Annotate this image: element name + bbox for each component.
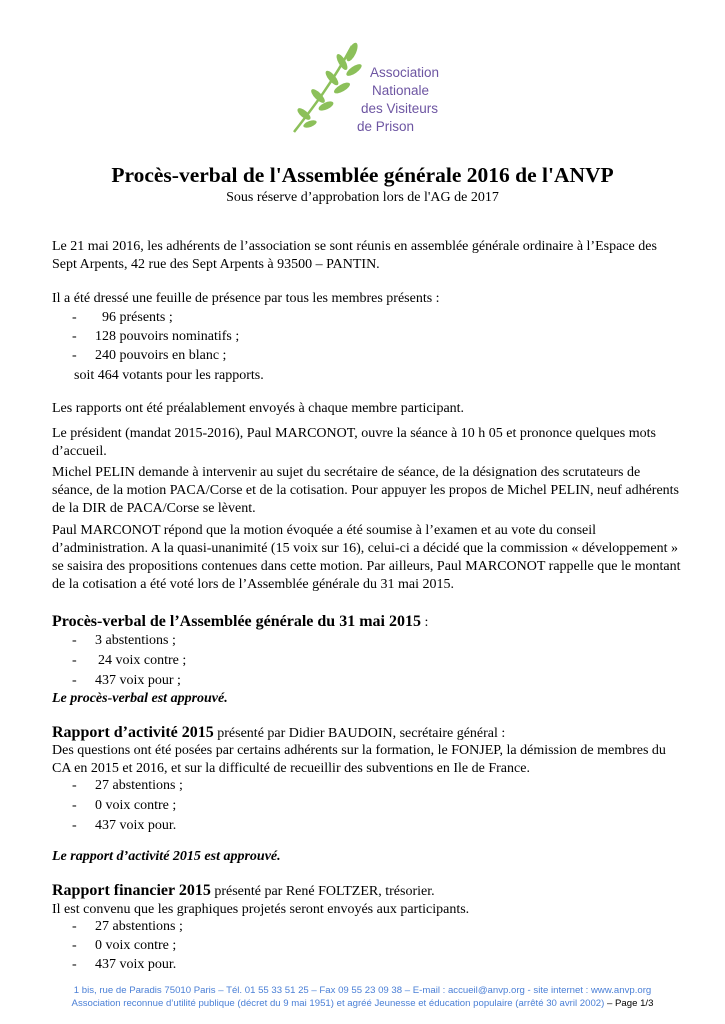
- document-title: Procès-verbal de l'Assemblée générale 2016 de l'ANVP: [111, 163, 614, 187]
- bullet-dash: -: [72, 919, 77, 934]
- vote-item: 0 voix contre ;: [95, 938, 177, 953]
- document-subtitle: Sous réserve d’approbation lors de l'AG de 2017: [226, 190, 499, 205]
- bullet-dash: -: [72, 673, 77, 688]
- presence-item: 128 pouvoirs nominatifs ;: [95, 329, 240, 344]
- financier-text: Il est convenu que les graphiques projetés seront envoyés aux participants.: [52, 902, 470, 917]
- bullet-dash: -: [72, 329, 77, 344]
- footer-legal: [0, 998, 725, 1009]
- pv-approved: Le procès-verbal est approuvé.: [52, 691, 228, 706]
- vote-item: 437 voix pour.: [95, 818, 177, 833]
- bullet-dash: -: [72, 778, 77, 793]
- bullet-dash: -: [72, 798, 77, 813]
- vote-item: 437 voix pour.: [95, 957, 177, 972]
- page-number: 1/3: [640, 998, 654, 1009]
- vote-item: 27 abstentions ;: [95, 778, 183, 793]
- section-pv-tail: :: [420, 615, 429, 630]
- section-activite-title: Rapport d’activité 2015: [52, 724, 214, 741]
- presence-intro: Il a été dressé une feuille de présence par tous les membres présents :: [52, 291, 440, 306]
- section-activite-tail: présenté par Didier BAUDOIN, secrétaire général :: [213, 726, 506, 741]
- pelin-paragraph: Michel PELIN demande à intervenir au sujet du secrétaire de séance, de la désignation des scrutateurs de séance, de la motion PACA/Corse et de la cotisation. Pour appuyer les propos de Michel PELIN, neuf adhérents de la DIR de PACA/Corse se lèvent.: [52, 465, 680, 516]
- section-financier-heading: [52, 882, 435, 900]
- presence-total: soit 464 votants pour les rapports.: [74, 368, 264, 383]
- intro-paragraph: Le 21 mai 2016, les adhérents de l’association se sont réunis en assemblée générale ordinaire à l’Espace des Sept Arpents, 42 rue des Sept Arpents à 93500 – PANTIN.: [52, 239, 657, 272]
- section-pv-heading: [52, 613, 428, 631]
- footer-address: 1 bis, rue de Paradis 75010 Paris – Tél. 01 55 33 51 25 – Fax 09 55 23 09 38 – E-mail : accueil@anvp.org - site internet : www.anvp.org: [73, 985, 652, 996]
- section-financier-title: Rapport financier 2015: [52, 882, 211, 899]
- bullet-dash: -: [72, 818, 77, 833]
- logo-line: Nationale: [372, 83, 430, 98]
- bullet-dash: -: [72, 310, 77, 325]
- section-pv-title: Procès-verbal de l’Assemblée générale du 31 mai 2015: [52, 613, 421, 630]
- vote-item: 27 abstentions ;: [95, 919, 183, 934]
- presence-item: 96 présents ;: [102, 310, 173, 325]
- anvp-logo: [286, 40, 446, 140]
- logo-line: Association: [370, 65, 440, 80]
- presence-item: 240 pouvoirs en blanc ;: [95, 348, 227, 363]
- bullet-dash: -: [72, 957, 77, 972]
- activite-text: Des questions ont été posées par certains adhérents sur la formation, le FONJEP, la démission de membres du CA en 2015 et 2016, et sur la difficulté de recueillir des subventions en Ile de France.: [52, 743, 666, 776]
- president-paragraph: Le président (mandat 2015-2016), Paul MARCONOT, ouvre la séance à 10 h 05 et prononce quelques mots d’accueil.: [52, 426, 656, 459]
- logo-line: de Prison: [357, 119, 415, 134]
- vote-item: 24 voix contre ;: [98, 653, 187, 668]
- bullet-dash: -: [72, 348, 77, 363]
- footer-page-label: – Page: [604, 998, 641, 1009]
- section-financier-tail: présenté par René FOLTZER, trésorier.: [210, 884, 435, 899]
- vote-item: 0 voix contre ;: [95, 798, 177, 813]
- logo-line: des Visiteurs: [361, 101, 439, 116]
- activite-approved: Le rapport d’activité 2015 est approuvé.: [52, 849, 281, 864]
- section-activite-heading: [52, 724, 505, 742]
- vote-item: 437 voix pour ;: [95, 673, 181, 688]
- vote-item: 3 abstentions ;: [95, 633, 176, 648]
- bullet-dash: -: [72, 653, 77, 668]
- rapports-paragraph: Les rapports ont été préalablement envoyés à chaque membre participant.: [52, 401, 465, 416]
- marconot-paragraph: Paul MARCONOT répond que la motion évoquée a été soumise à l’examen et au vote du conseil d’administration. A la quasi-unanimité (15 voix sur 16), celui-ci a décidé que la commission « développement » se saisira des propositions contenues dans cette motion. Par ailleurs, Paul MARCONOT rappelle que le montant de la cotisation a été voté lors de l’Assemblée générale du 31 mai 2015.: [52, 523, 681, 592]
- bullet-dash: -: [72, 633, 77, 648]
- bullet-dash: -: [72, 938, 77, 953]
- footer-legal-text: Association reconnue d’utilité publique (décret du 9 mai 1951) et agréé Jeunesse et éducation populaire (arrêté 30 avril 2002): [71, 998, 605, 1009]
- logo-text: [357, 64, 440, 136]
